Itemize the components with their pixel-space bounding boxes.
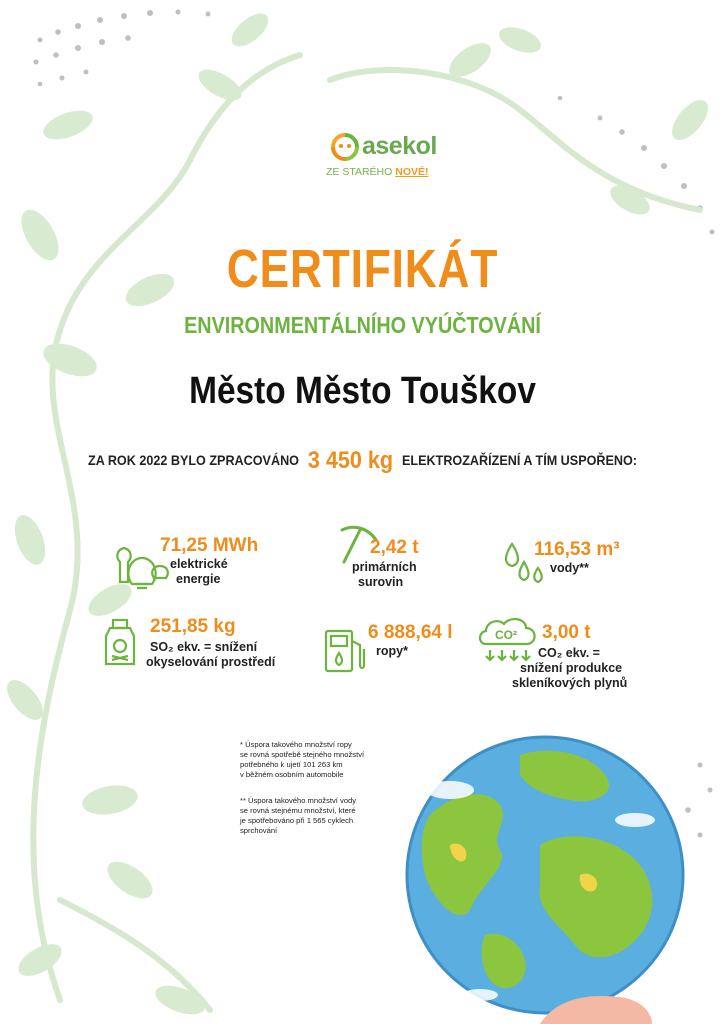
stat-raw-materials-label (352, 560, 417, 590)
stat-label: SO₂ ekv. = snížení (150, 640, 258, 654)
stat-oil (368, 622, 453, 659)
city-name: Město Město Touškov (189, 370, 536, 412)
recycle-smile-icon (330, 132, 360, 162)
stat-label: primárních (352, 560, 417, 574)
footnote-line: v běžném osobním automobile (240, 770, 344, 779)
stat-label: CO₂ ekv. = (538, 646, 600, 660)
co2-icon-text: CO² (495, 628, 517, 642)
stat-water (534, 539, 620, 576)
stat-raw-materials (370, 537, 419, 559)
stat-co2 (542, 622, 591, 644)
footnote-line: je spotřebováno při 1 565 cyklech (240, 816, 354, 825)
earth-globe-illustration (390, 735, 700, 1024)
tagline-new: NOVÉ! (395, 166, 429, 178)
processed-amount-line (36, 447, 689, 475)
intro-pre: ZA ROK 2022 BYLO ZPRACOVÁNO (88, 452, 299, 468)
logo-name: asekol (362, 132, 437, 160)
stat-value: 116,53 m³ (534, 539, 620, 560)
fuel-pump-icon (322, 625, 368, 677)
stat-label: vody** (550, 561, 589, 575)
asekol-logo (326, 130, 450, 190)
stat-label: elektrické (170, 557, 228, 571)
stat-value: 71,25 MWh (160, 535, 259, 556)
stat-so2-label (146, 640, 275, 670)
stat-label: surovin (358, 575, 404, 589)
stat-co2-label (512, 646, 627, 691)
footnote-line: se rovná spotřebě stejného množství (240, 750, 365, 759)
footnote-oil (240, 740, 364, 780)
footnote-water (240, 796, 356, 836)
stat-value: 6 888,64 l (368, 622, 453, 643)
stat-so2 (150, 616, 236, 638)
stat-electricity (160, 535, 258, 587)
stat-label: snížení produkce (520, 661, 623, 675)
footnote-line: * Úspora takového množství ropy (240, 740, 352, 749)
toxic-bottle-icon (100, 618, 140, 666)
stat-label: okyselování prostředí (146, 655, 276, 669)
intro-post: ELEKTROZAŘÍZENÍ A TÍM USPOŘENO: (402, 452, 637, 468)
footnote-line: sprchování (240, 826, 278, 835)
logo-tagline (326, 166, 429, 178)
footnote-line: ** Úspora takového množství vody (240, 796, 357, 805)
stat-label: energie (176, 572, 221, 586)
certificate-subtitle: ENVIRONMENTÁLNÍHO VYÚČTOVÁNÍ (184, 312, 541, 338)
stat-value: 251,85 kg (150, 616, 236, 637)
certificate-title: CERTIFIKÁT (226, 239, 499, 299)
footnote-line: potřebného k ujetí 101 263 km (240, 760, 343, 769)
processed-amount: 3 450 kg (307, 447, 394, 474)
stat-value: 2,42 t (370, 537, 419, 558)
tagline-pre: ZE STARÉHO (326, 166, 393, 178)
footnote-line: se rovná stejnému množství, které (240, 806, 356, 815)
stat-value: 3,00 t (542, 622, 591, 643)
stat-label: ropy* (376, 644, 408, 658)
stat-label: skleníkových plynů (512, 676, 628, 690)
